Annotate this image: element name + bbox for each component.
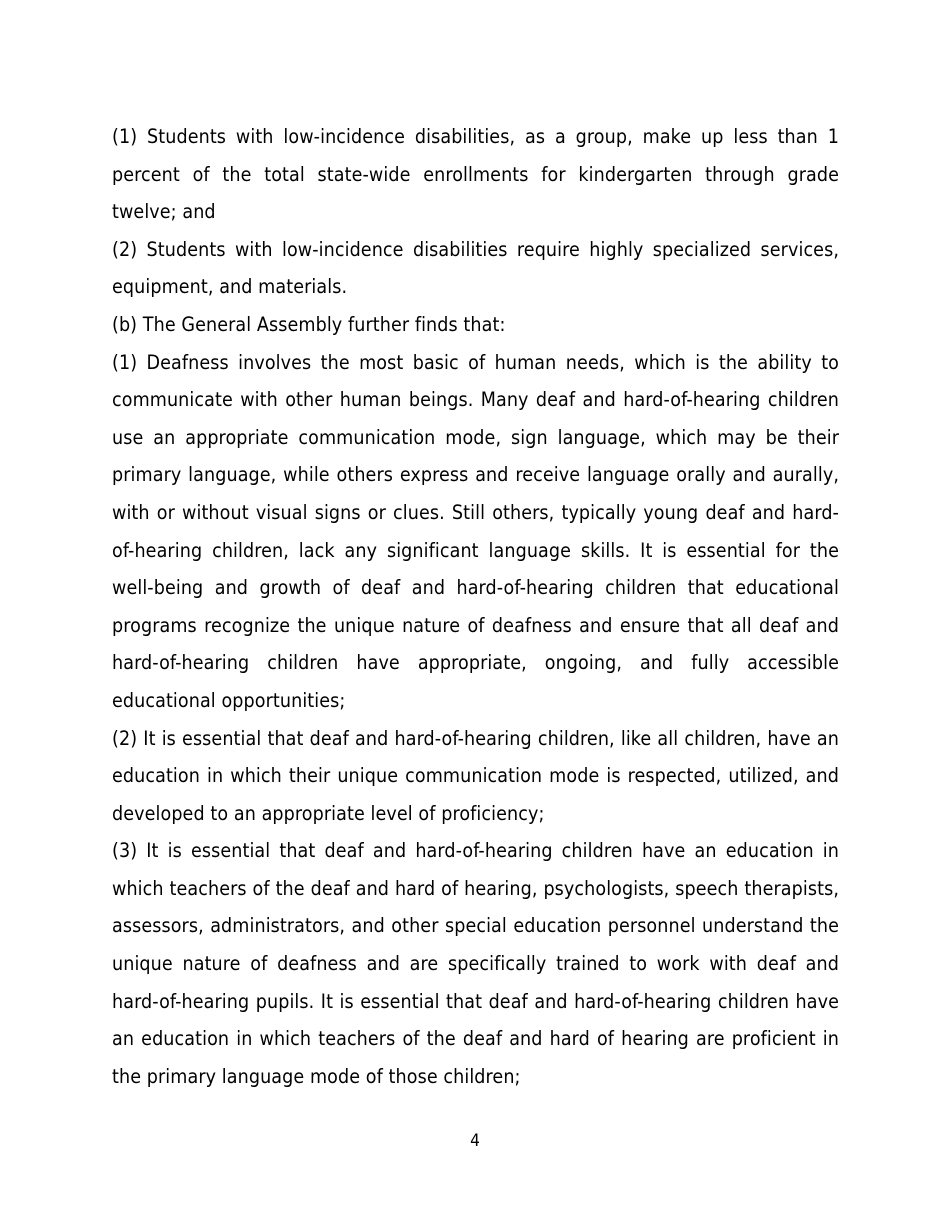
page-number: 4 (470, 1131, 480, 1151)
paragraph-b-2: (2) It is essential that deaf and hard-of-hearing children, like all children, have an education in which their unique communication mode is respected, utilized, and developed to an appropriate level of proficiency; (112, 726, 839, 825)
paragraph-b-1: (1) Deafness involves the most basic of human needs, which is the ability to communicate with other human beings. Many deaf and hard-of-hearing children use an appropriate communication mode, sign language, which may be their primary language, while others express and receive language orally and aurally, with or without visual signs or clues. Still others, typically young deaf and hard-of-hearing children, lack any significant language skills. It is essential for the well-being and growth of deaf and hard-of-hearing children that educational programs recognize the unique nature of deafness and ensure that all deaf and hard-of-hearing children have appropriate, ongoing, and fully accessible educational opportunities; (112, 350, 839, 712)
paragraph-a-1: (1) Students with low-incidence disabilities, as a group, make up less than 1 percent of the total state-wide enrollments for kindergarten through grade twelve; and (112, 125, 839, 224)
paragraph-a-2: (2) Students with low-incidence disabilities require highly specialized services, equipment, and materials. (112, 237, 839, 299)
document-body (112, 118, 839, 1095)
paragraph-b-3: (3) It is essential that deaf and hard-of-hearing children have an education in which teachers of the deaf and hard of hearing, psychologists, speech therapists, assessors, administrators, and other special education personnel understand the unique nature of deafness and are specifically trained to work with deaf and hard-of-hearing pupils. It is essential that deaf and hard-of-hearing children have an education in which teachers of the deaf and hard of hearing are proficient in the primary language mode of those children; (112, 839, 839, 1088)
paragraph-b-intro: (b) The General Assembly further finds that: (112, 312, 506, 336)
